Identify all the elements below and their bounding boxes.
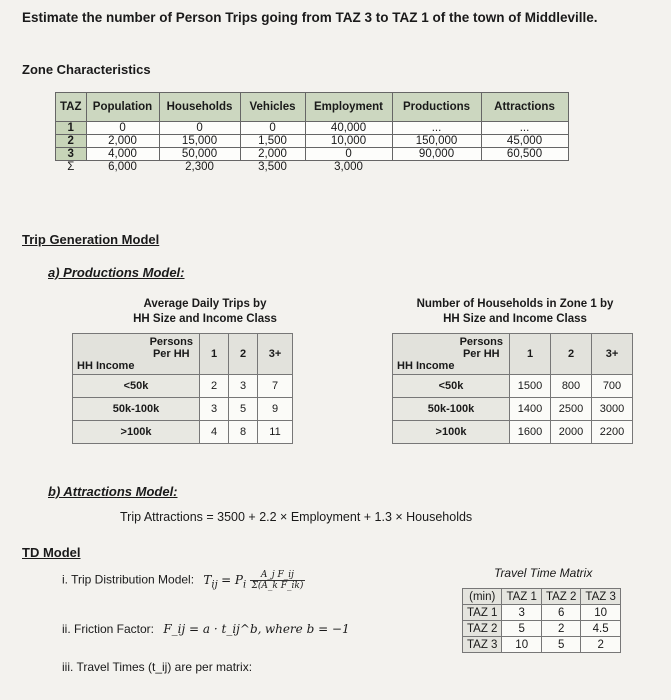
column-header: Employment bbox=[305, 93, 392, 122]
column-header: 2 bbox=[229, 334, 258, 375]
table-cell: 1 bbox=[56, 122, 87, 135]
table-cell: 3,500 bbox=[258, 161, 287, 173]
table-cell: 50,000 bbox=[159, 148, 240, 161]
table-cell: 3000 bbox=[592, 398, 633, 421]
persons-per-hh-label bbox=[150, 336, 193, 360]
zone-characteristics-heading: Zone Characteristics bbox=[22, 62, 151, 77]
problem-title: Estimate the number of Person Trips going from TAZ 3 to TAZ 1 of the town of Middleville. bbox=[22, 10, 598, 25]
table-cell: 150,000 bbox=[392, 135, 481, 148]
formula-sub: i bbox=[243, 579, 247, 591]
corner-text: Persons bbox=[459, 336, 503, 348]
column-header: Attractions bbox=[481, 93, 568, 122]
table-cell: 4.5 bbox=[581, 621, 620, 637]
table-cell: 11 bbox=[258, 421, 293, 444]
table-cell: 700 bbox=[592, 375, 633, 398]
table-cell: 0 bbox=[86, 122, 159, 135]
corner-text: Per HH bbox=[462, 348, 500, 360]
table-cell: 0 bbox=[305, 148, 392, 161]
formula-lhs bbox=[203, 572, 218, 591]
formula-text: T bbox=[203, 572, 212, 587]
caption-line: HH Size and Income Class bbox=[443, 313, 587, 325]
table-cell: 3,000 bbox=[334, 161, 363, 173]
row-label: >100k bbox=[73, 421, 200, 444]
table-row bbox=[56, 122, 569, 135]
caption-line: Number of Households in Zone 1 by bbox=[416, 298, 614, 310]
table-cell: 8 bbox=[229, 421, 258, 444]
row-label: <50k bbox=[73, 375, 200, 398]
table-header-row bbox=[56, 93, 569, 122]
table-cell bbox=[481, 161, 568, 174]
formula-fraction bbox=[250, 570, 306, 591]
hh-income-label: HH Income bbox=[77, 360, 135, 372]
table-cell: 3 bbox=[200, 398, 229, 421]
row-label: 50k-100k bbox=[73, 398, 200, 421]
sum-symbol: Σ bbox=[67, 161, 75, 173]
table-header-row bbox=[393, 334, 633, 375]
column-header: (min) bbox=[463, 589, 502, 605]
table-row bbox=[393, 398, 633, 421]
left-table-caption bbox=[90, 297, 320, 327]
table-cell: 0 bbox=[240, 122, 305, 135]
table-cell: 45,000 bbox=[481, 135, 568, 148]
table-cell: 3 bbox=[56, 148, 87, 161]
table-header-row bbox=[73, 334, 293, 375]
row-label: TAZ 2 bbox=[463, 621, 502, 637]
column-header: 3+ bbox=[592, 334, 633, 375]
row-label: TAZ 3 bbox=[463, 637, 502, 653]
attractions-formula: Trip Attractions = 3500 + 2.2 × Employment + 1.3 × Households bbox=[120, 510, 473, 524]
table-cell: 6,000 bbox=[108, 161, 137, 173]
column-header: 3+ bbox=[258, 334, 293, 375]
table-cell: 5 bbox=[541, 637, 580, 653]
table-cell: 0 bbox=[159, 122, 240, 135]
table-cell: ... bbox=[481, 122, 568, 135]
table-cell: 1500 bbox=[510, 375, 551, 398]
formula-text: = P bbox=[221, 572, 244, 587]
table-cell: 2500 bbox=[551, 398, 592, 421]
travel-times-note: iii. Travel Times (t_ij) are per matrix: bbox=[62, 660, 253, 674]
friction-condition: where b = −1 bbox=[264, 622, 350, 636]
table-cell: 2,000 bbox=[86, 135, 159, 148]
row-label: TAZ 1 bbox=[463, 605, 502, 621]
table-row bbox=[463, 605, 621, 621]
td-model-heading: TD Model bbox=[22, 545, 81, 560]
right-table-caption bbox=[395, 297, 635, 327]
column-header: TAZ bbox=[56, 93, 87, 122]
households-zone1-table bbox=[392, 333, 633, 444]
table-header-row bbox=[463, 589, 621, 605]
formula-sub: ij bbox=[211, 579, 218, 591]
table-cell: 15,000 bbox=[159, 135, 240, 148]
table-cell: 6 bbox=[541, 605, 580, 621]
table-cell: 2,300 bbox=[185, 161, 214, 173]
hh-income-label: HH Income bbox=[397, 360, 455, 372]
column-header: Vehicles bbox=[240, 93, 305, 122]
table-corner bbox=[393, 334, 510, 375]
table-row bbox=[73, 421, 293, 444]
item-label: ii. Friction Factor: bbox=[62, 622, 155, 636]
row-label: >100k bbox=[393, 421, 510, 444]
table-cell: 2 bbox=[541, 621, 580, 637]
table-row bbox=[463, 637, 621, 653]
trip-generation-heading: Trip Generation Model bbox=[22, 232, 160, 247]
persons-per-hh-label bbox=[460, 336, 503, 360]
travel-time-matrix bbox=[462, 588, 621, 653]
sum-row bbox=[56, 161, 569, 174]
row-label: 50k-100k bbox=[393, 398, 510, 421]
table-row bbox=[73, 375, 293, 398]
table-cell: 5 bbox=[502, 621, 541, 637]
friction-formula: F_ij = a · t_ij^b, bbox=[163, 622, 262, 636]
row-label: <50k bbox=[393, 375, 510, 398]
item-label: i. Trip Distribution Model: bbox=[62, 572, 195, 587]
corner-text: Per HH bbox=[152, 348, 190, 360]
average-daily-trips-table bbox=[72, 333, 293, 444]
table-cell: 2 bbox=[581, 637, 620, 653]
travel-time-matrix-title: Travel Time Matrix bbox=[494, 566, 593, 580]
table-row bbox=[393, 375, 633, 398]
formula-rhs bbox=[221, 572, 247, 591]
table-row bbox=[56, 148, 569, 161]
column-header: TAZ 3 bbox=[581, 589, 620, 605]
zone-characteristics-table bbox=[55, 92, 569, 173]
table-cell: 10,000 bbox=[305, 135, 392, 148]
table-cell: 2,000 bbox=[240, 148, 305, 161]
table-cell: 4,000 bbox=[86, 148, 159, 161]
table-cell: 1600 bbox=[510, 421, 551, 444]
table-cell: 2 bbox=[200, 375, 229, 398]
table-cell: ... bbox=[392, 122, 481, 135]
column-header: Productions bbox=[392, 93, 481, 122]
productions-model-label: a) Productions Model: bbox=[48, 265, 185, 280]
table-cell: 3 bbox=[502, 605, 541, 621]
table-cell: 2 bbox=[56, 135, 87, 148]
table-cell: 1400 bbox=[510, 398, 551, 421]
table-cell: 7 bbox=[258, 375, 293, 398]
table-row bbox=[73, 398, 293, 421]
caption-line: HH Size and Income Class bbox=[133, 313, 277, 325]
table-cell: 5 bbox=[229, 398, 258, 421]
column-header: 1 bbox=[510, 334, 551, 375]
trip-distribution-model bbox=[62, 570, 305, 591]
corner-text: Persons bbox=[149, 336, 193, 348]
table-corner bbox=[73, 334, 200, 375]
table-cell bbox=[392, 161, 481, 174]
table-cell: 4 bbox=[200, 421, 229, 444]
table-cell: 40,000 bbox=[305, 122, 392, 135]
friction-factor bbox=[62, 622, 350, 636]
table-cell: 800 bbox=[551, 375, 592, 398]
column-header: 1 bbox=[200, 334, 229, 375]
table-row bbox=[393, 421, 633, 444]
table-cell: 90,000 bbox=[392, 148, 481, 161]
column-header: TAZ 1 bbox=[502, 589, 541, 605]
column-header: 2 bbox=[551, 334, 592, 375]
table-cell: 60,500 bbox=[481, 148, 568, 161]
table-cell: 2000 bbox=[551, 421, 592, 444]
caption-line: Average Daily Trips by bbox=[143, 298, 267, 310]
fraction-denominator: Σ(A_k F_ik) bbox=[251, 581, 304, 591]
table-cell: 2200 bbox=[592, 421, 633, 444]
table-cell: 3 bbox=[229, 375, 258, 398]
column-header: Households bbox=[159, 93, 240, 122]
table-cell: 10 bbox=[581, 605, 620, 621]
attractions-model-label: b) Attractions Model: bbox=[48, 484, 178, 499]
table-row bbox=[56, 135, 569, 148]
table-cell: 9 bbox=[258, 398, 293, 421]
fraction-numerator: A_j F_ij bbox=[250, 570, 306, 581]
table-row bbox=[463, 621, 621, 637]
table-cell: 1,500 bbox=[240, 135, 305, 148]
column-header: TAZ 2 bbox=[541, 589, 580, 605]
table-cell: 10 bbox=[502, 637, 541, 653]
column-header: Population bbox=[86, 93, 159, 122]
